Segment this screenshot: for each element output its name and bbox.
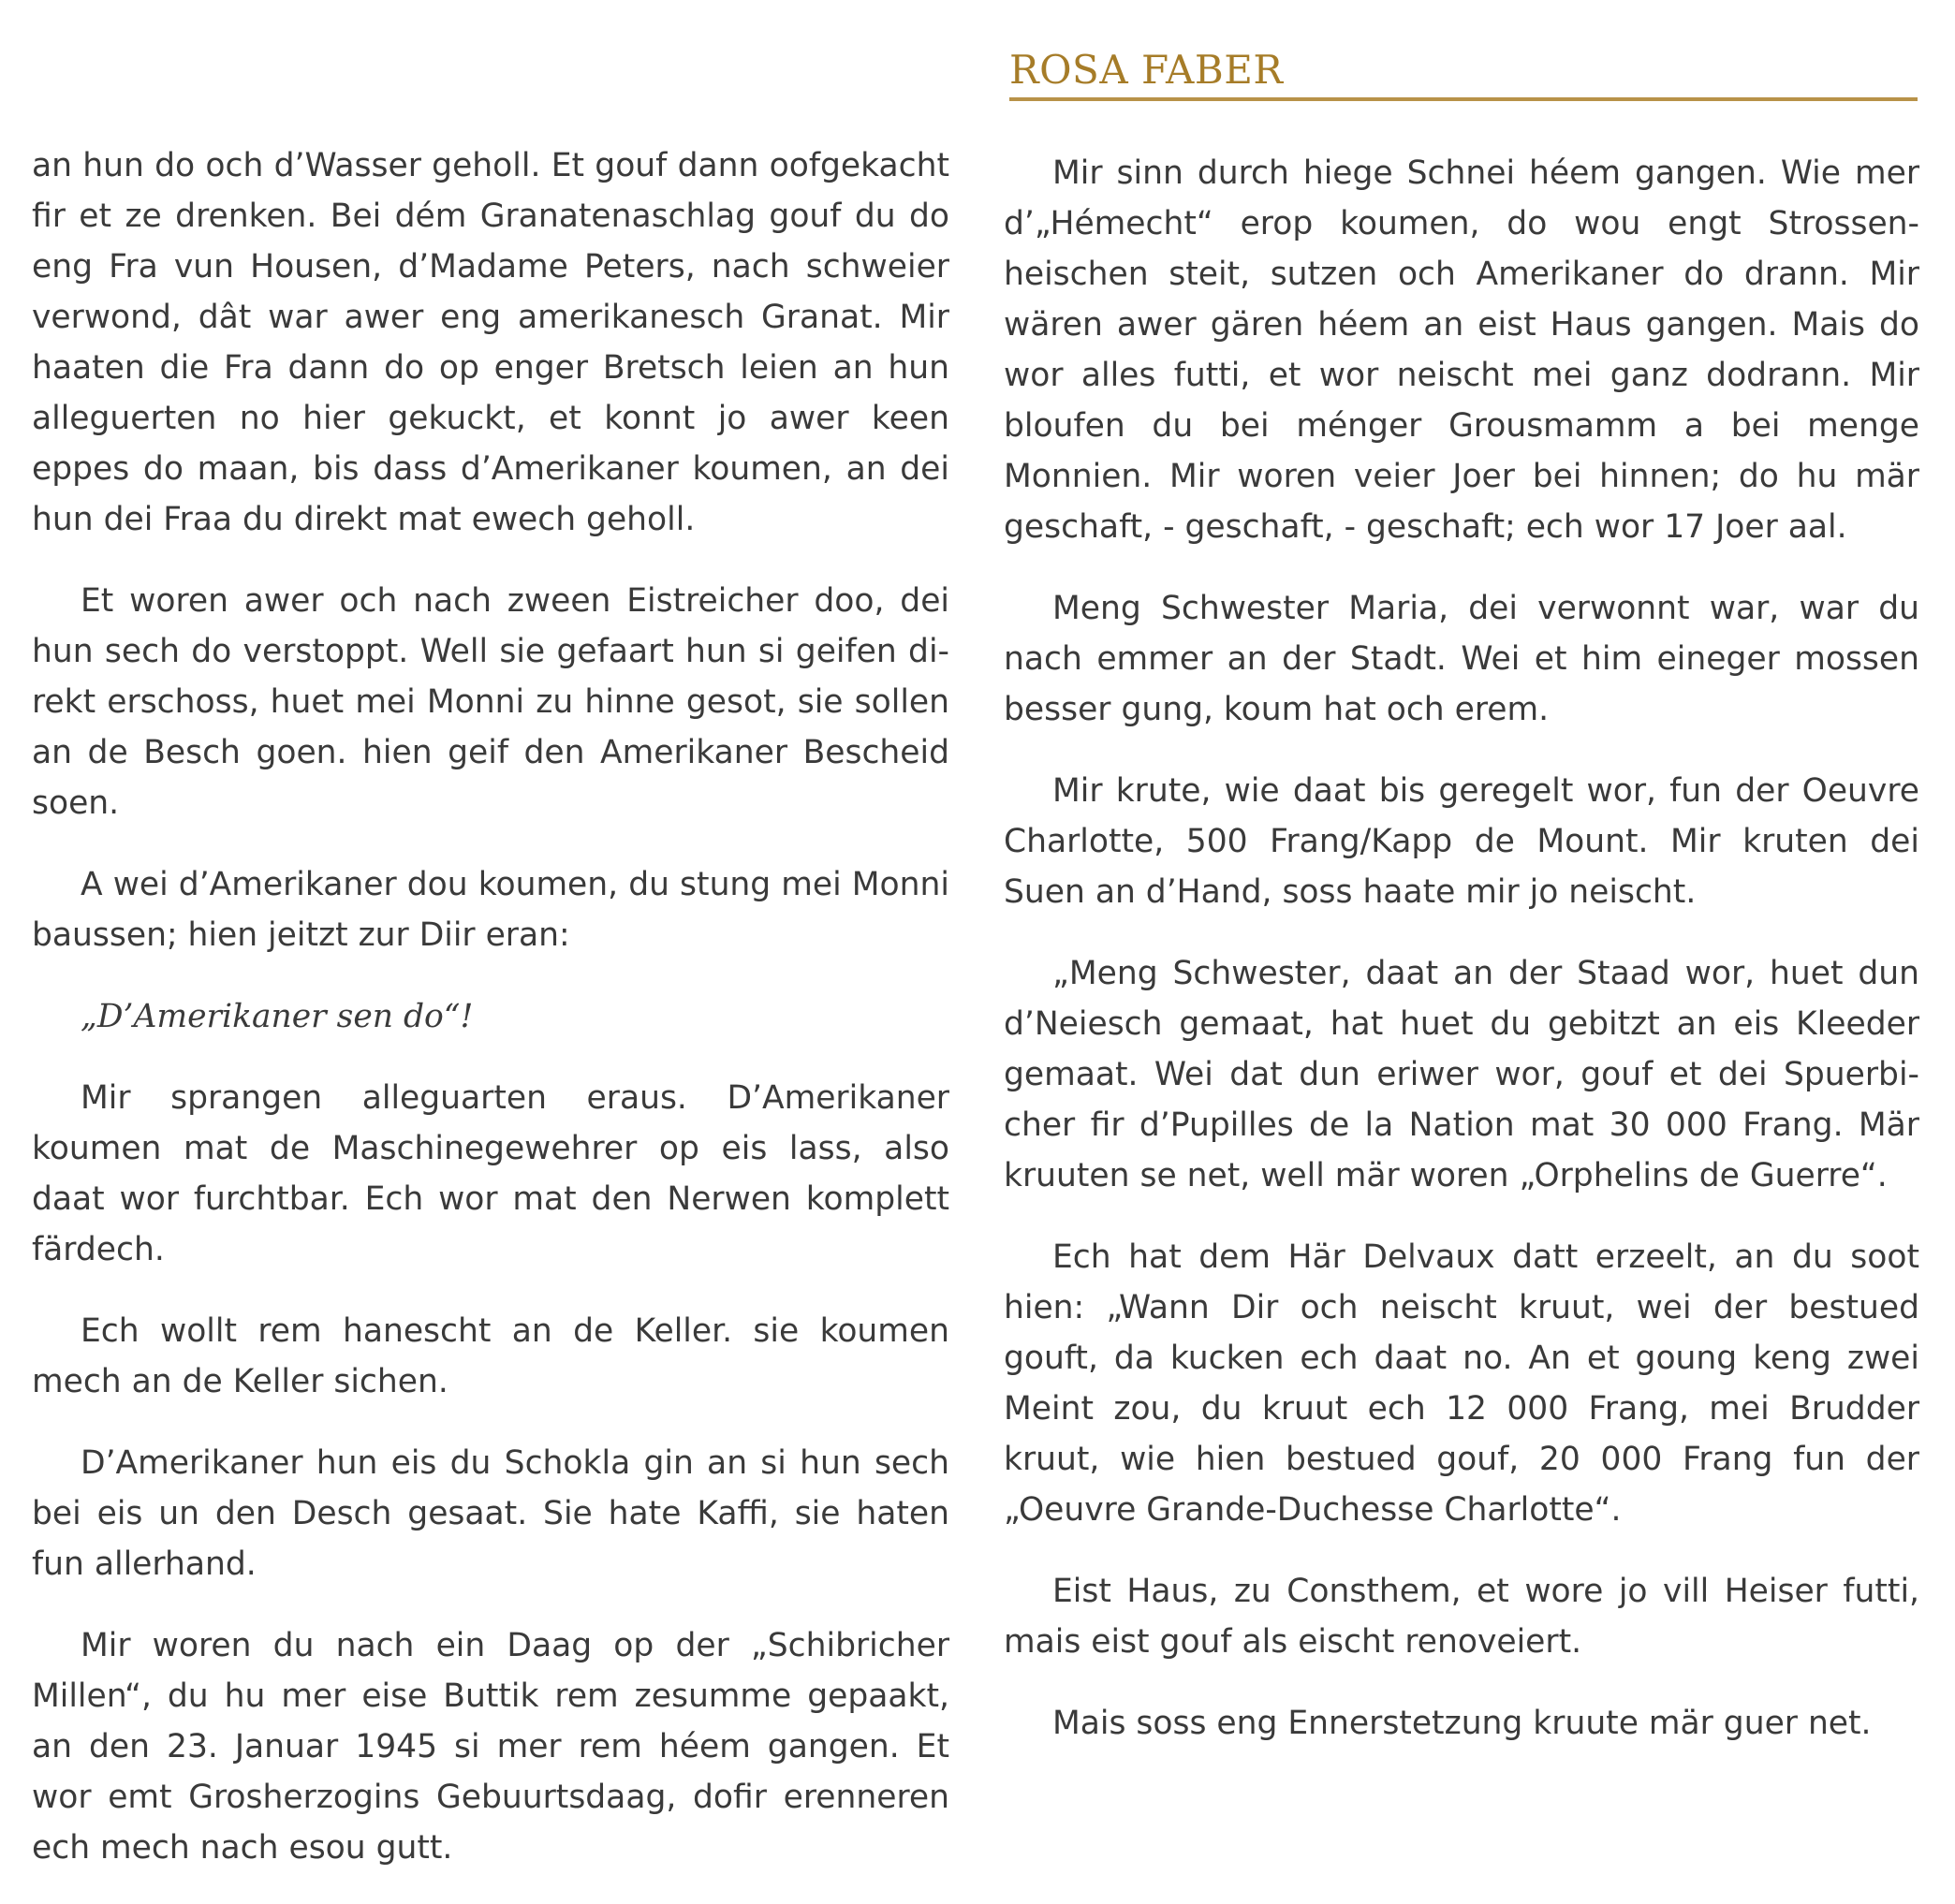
paragraph: Ech wollt rem hanescht an de Keller. sie koumen mech an de Keller sichen. bbox=[32, 1312, 949, 1400]
paragraph: Mir woren du nach ein Daag op der „Schibricher Millen“, du hu mer eise Buttik rem zesumme gepaakt, an den 23. Januar 1945 si mer rem héem gangen. Et wor emt Grosherzogins Gebuurtsdaag, dofir erenneren ech mech nach esou gutt. bbox=[32, 1627, 949, 1867]
paragraph: Mir sinn durch hiege Schnei héem gangen. Wie mer d’„Hémecht“ erop koumen, do wou engt Strossenheischen steit, sutzen och Amerikaner do drann. Mir wären awer gären héem an eist Haus gangen. Mais do wor alles futti, et wor neischt mei ganz dodrann. Mir bloufen du bei ménger Grousmamm a bei menge Monnien. Mir woren veier Joer bei hinnen; do hu mär geschaft, - geschaft, - geschaft; ech wor 17 Joer aal. bbox=[1004, 154, 1919, 546]
paragraph: an hun do och d’Wasser geholl. Et gouf dann oofgekacht fir et ze drenken. Bei dém Granatenaschlag gouf du do eng Fra vun Housen, d’Madame Peters, nach schweier verwond, dât war awer eng amerikanesch Granat. Mir haaten die Fra dann do op enger Bretsch leien an hun alleguerten no hier gekuckt, et konnt jo awer keen eppes do maan, bis dass d’Amerikaner koumen, an dei hun dei Fraa du direkt mat ewech geholl. bbox=[32, 147, 949, 538]
paragraph: „Meng Schwester, daat an der Staad wor, huet dun d’Neiesch gemaat, hat huet du gebitzt an eis Kleeder gemaat. Wei dat dun eriwer wor, gouf et dei Spuerbicher fir d’Pupilles de la Nation mat 30 000 Frang. Mär kruuten se net, well mär woren „Orphelins de Guerre“. bbox=[1004, 955, 1919, 1194]
quote-paragraph: „D’Amerikaner sen do“! bbox=[81, 998, 474, 1035]
paragraph: Mir krute, wie daat bis geregelt wor, fun der Oeuvre Charlotte, 500 Frang/Kapp de Mount. Mir kruten dei Suen an d’Hand, soss haate mir jo neischt. bbox=[1004, 772, 1919, 911]
paragraph: Ech hat dem Här Delvaux datt erzeelt, an du soot hien: „Wann Dir och neischt kruut, wei der bestued gouft, da kucken ech daat no. An et goung keng zwei Meint zou, du kruut ech 12 000 Frang, mei Brudder kruut, wie hien bestued gouf, 20 000 Frang fun der „Oeuvre Grande-Duchesse Charlotte“. bbox=[1004, 1238, 1919, 1529]
section-header bbox=[1009, 47, 1918, 101]
paragraph: Et woren awer och nach zween Eistreicher doo, dei hun sech do verstoppt. Well sie gefaart hun si geifen direkt erschoss, huet mei Monni zu hinne gesot, sie sollen an de Besch goen. hien geif den Amerikaner Bescheid soen. bbox=[32, 582, 949, 822]
paragraph: Eist Haus, zu Consthem, et wore jo vill Heiser futti, mais eist gouf als eischt renoveiert. bbox=[1004, 1573, 1919, 1661]
left-text-column bbox=[32, 140, 949, 1904]
paragraph: Meng Schwester Maria, dei verwonnt war, war du nach emmer an der Stadt. Wei et him eineger mossen besser gung, koum hat och erem. bbox=[1004, 590, 1919, 728]
paragraph: Mir sprangen alleguarten eraus. D’Amerikaner koumen mat de Maschinegewehrer op eis lass, also daat wor furchtbar. Ech wor mat den Nerwen komplett färdech. bbox=[32, 1079, 949, 1268]
right-text-column bbox=[1004, 148, 1919, 1780]
paragraph: A wei d’Amerikaner dou koumen, du stung mei Monni baussen; hien jeitzt zur Diir eran: bbox=[32, 866, 949, 954]
section-title: ROSA FABER bbox=[1009, 47, 1284, 93]
paragraph: Mais soss eng Ennerstetzung kruute mär guer net. bbox=[1052, 1705, 1872, 1742]
paragraph: D’Amerikaner hun eis du Schokla gin an si hun sech bei eis un den Desch gesaat. Sie hate Kaffi, sie haten fun allerhand. bbox=[32, 1444, 949, 1583]
